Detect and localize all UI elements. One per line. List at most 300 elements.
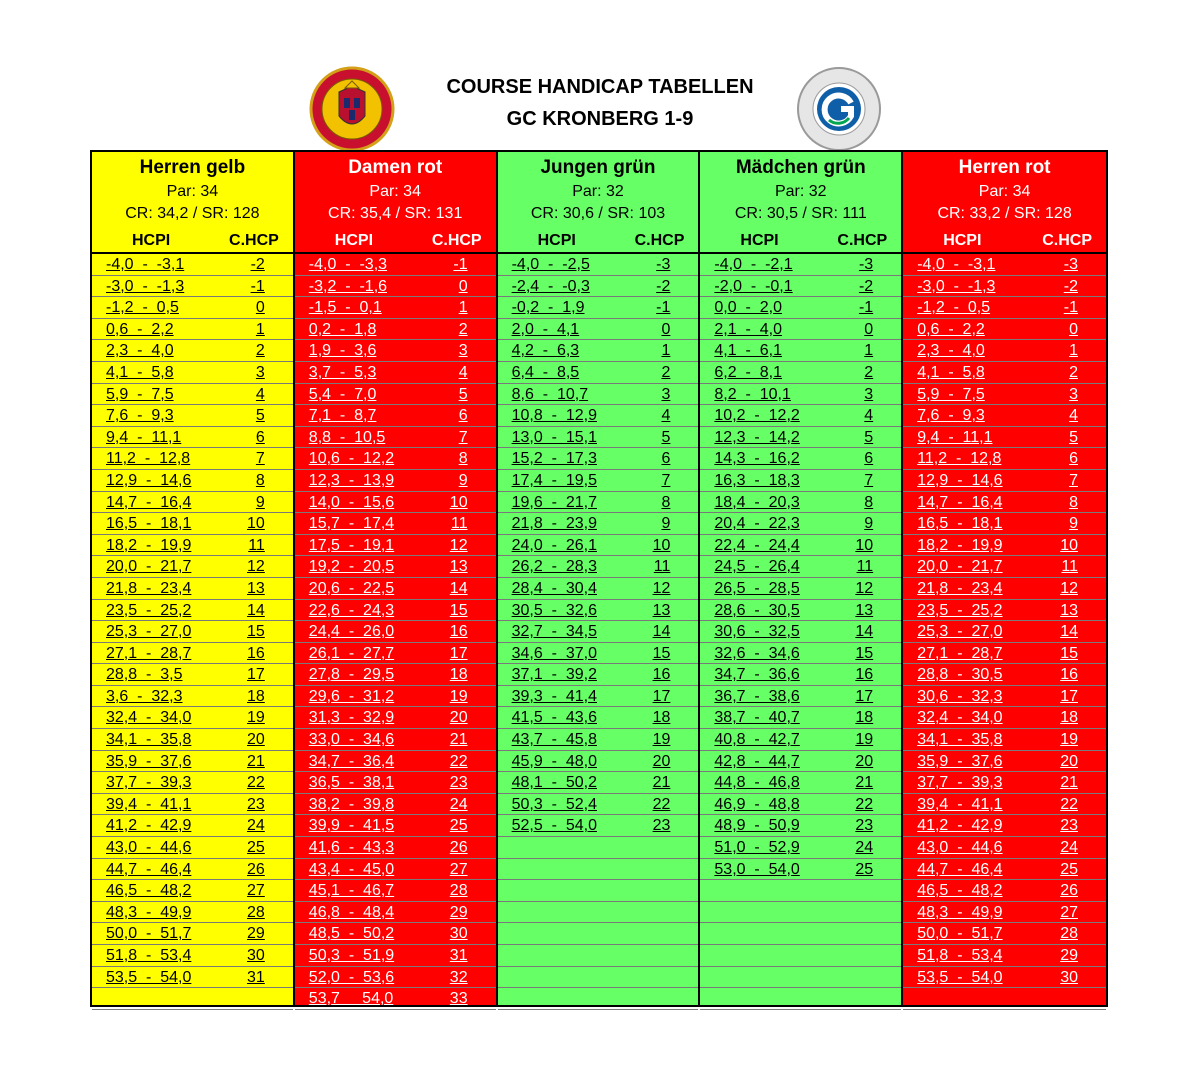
course-handicap-cell: 0: [458, 277, 468, 295]
table-row: [92, 276, 293, 298]
table-row: [92, 729, 293, 751]
hcpi-range-cell: 30,6 - 32,3: [917, 687, 1003, 705]
hcpi-range-cell: 20,0 - 21,7: [106, 558, 192, 576]
hcpi-range-cell: 6,2 - 8,1: [714, 363, 782, 381]
table-row: [295, 405, 496, 427]
course-handicap-cell: 7: [255, 450, 265, 468]
hcpi-range-cell: 52,0 - 53,6: [308, 968, 395, 986]
course-handicap-cell: 8: [1069, 493, 1078, 511]
hcpi-range-cell: 48,1 - 50,2: [511, 774, 597, 792]
course-handicap-cell: 30: [449, 925, 468, 943]
hcpi-range-cell: 37,1 - 39,2: [511, 666, 597, 684]
course-handicap-cell: 33: [449, 990, 468, 1008]
hcpi-range-cell: 16,5 - 18,1: [106, 515, 192, 533]
course-handicap-cell: 5: [864, 428, 874, 446]
course-handicap-cell: 21: [1060, 774, 1078, 792]
course-handicap-cell: 1: [864, 342, 874, 360]
course-handicap-cell: 4: [661, 407, 671, 425]
course-handicap-cell: 14: [449, 579, 468, 597]
course-handicap-cell: 15: [855, 644, 874, 662]
table-row: [700, 686, 901, 708]
table-row: [903, 384, 1106, 406]
column-par: Par: 34: [369, 183, 421, 200]
hcpi-range-cell: 50,0 - 51,7: [917, 925, 1003, 943]
table-row: [903, 340, 1106, 362]
table-row: [903, 556, 1106, 578]
course-handicap-cell: 32: [449, 968, 468, 986]
hcpi-range-cell: 7,6 - 9,3: [917, 407, 985, 425]
table-row: [700, 384, 901, 406]
table-row: [903, 535, 1106, 557]
table-row: [700, 319, 901, 341]
hcpi-range-cell: 50,3 - 51,9: [308, 947, 395, 964]
course-handicap-cell: 19: [652, 731, 671, 749]
table-row: [295, 470, 496, 492]
table-row: [903, 815, 1106, 837]
course-handicap-cell: 6: [458, 407, 468, 425]
course-handicap-cell: 0: [661, 320, 671, 338]
course-handicap-cell: 10: [1060, 536, 1078, 554]
hcpi-range-cell: 36,7 - 38,6: [714, 687, 800, 705]
course-handicap-cell: 5: [1069, 428, 1078, 446]
course-handicap-cell: 23: [247, 795, 265, 813]
course-handicap-cell: 7: [458, 428, 468, 446]
table-row: [903, 945, 1106, 967]
hcpi-range-cell: 39,9 - 41,5: [308, 817, 395, 835]
table-row: [92, 967, 293, 989]
course-handicap-cell: 26: [449, 839, 468, 857]
course-handicap-cell: 16: [652, 666, 671, 684]
table-row: [295, 772, 496, 794]
course-handicap-cell: 13: [652, 601, 671, 619]
course-handicap-cell: 18: [1060, 709, 1078, 727]
chcp-label: C.HCP: [634, 232, 685, 249]
course-handicap-cell: 10: [247, 515, 265, 533]
hcpi-range-cell: 7,1 - 8,7: [308, 407, 377, 425]
course-handicap-cell: 9: [864, 515, 874, 533]
course-handicap-cell: 5: [255, 407, 265, 425]
table-row: [700, 276, 901, 298]
table-row: [92, 621, 293, 643]
hcpi-range-cell: -3,2 - -1,6: [308, 277, 388, 295]
course-handicap-cell: 3: [661, 385, 671, 403]
table-row: [295, 794, 496, 816]
table-row: [92, 384, 293, 406]
table-row: [498, 319, 699, 341]
table-row: [498, 988, 699, 1010]
course-handicap-cell: 17: [449, 644, 468, 662]
table-row: [92, 297, 293, 319]
course-handicap-cell: 9: [661, 515, 671, 533]
course-handicap-cell: 15: [247, 623, 265, 641]
course-handicap-cell: 19: [247, 709, 265, 727]
course-handicap-cell: 6: [661, 450, 671, 468]
course-handicap-cell: 9: [458, 471, 468, 489]
course-handicap-cell: 20: [247, 731, 265, 749]
table-row: [903, 686, 1106, 708]
hcpi-range-cell: 26,5 - 28,5: [714, 579, 800, 597]
table-row: [700, 362, 901, 384]
hcpi-range-cell: 14,7 - 16,4: [106, 493, 192, 511]
course-handicap-cell: 7: [1069, 471, 1078, 489]
hcpi-range-cell: 18,2 - 19,9: [917, 536, 1003, 554]
hcpi-range-cell: 19,2 - 20,5: [308, 558, 395, 576]
hcpi-label: HCPI: [132, 232, 171, 249]
course-handicap-cell: 21: [247, 752, 265, 770]
table-row: [498, 664, 699, 686]
hcpi-range-cell: 8,2 - 10,1: [714, 385, 791, 403]
hcpi-range-cell: 52,5 - 54,0: [511, 817, 597, 835]
table-row: [295, 254, 496, 276]
course-handicap-cell: 25: [855, 860, 874, 878]
course-handicap-cell: -1: [656, 299, 671, 317]
hcpi-label: HCPI: [740, 232, 779, 249]
course-handicap-cell: -1: [858, 299, 874, 317]
hcpi-range-cell: 13,0 - 15,1: [511, 428, 597, 446]
page-title: COURSE HANDICAP TABELLEN: [446, 76, 754, 98]
course-handicap-cell: 12: [855, 579, 874, 597]
column-cr-sr: CR: 35,4 / SR: 131: [328, 205, 463, 222]
hcpi-range-cell: 41,5 - 43,6: [511, 709, 597, 727]
course-handicap-cell: 11: [248, 536, 265, 554]
table-row: [295, 556, 496, 578]
course-handicap-cell: 6: [1069, 450, 1078, 468]
table-row: [295, 297, 496, 319]
course-handicap-cell: 4: [255, 385, 265, 403]
course-handicap-cell: 10: [449, 493, 468, 511]
course-handicap-cell: 1: [661, 342, 671, 360]
hcpi-range-cell: 46,8 - 48,4: [308, 903, 395, 921]
hcpi-range-cell: 51,0 - 52,9: [714, 839, 800, 857]
table-row: [92, 448, 293, 470]
table-row: [92, 535, 293, 557]
hcpi-range-cell: 42,8 - 44,7: [714, 752, 800, 770]
course-handicap-cell: 23: [855, 817, 874, 835]
hcpi-range-cell: 34,6 - 37,0: [511, 644, 597, 662]
table-row: [498, 902, 699, 924]
table-row: [903, 448, 1106, 470]
hcpi-range-cell: 21,8 - 23,4: [917, 579, 1003, 597]
course-handicap-cell: -2: [858, 277, 874, 295]
table-row: [295, 427, 496, 449]
column-name: Herren gelb: [139, 157, 246, 178]
hcpi-range-cell: 43,0 - 44,6: [917, 839, 1003, 857]
course-handicap-cell: 20: [449, 709, 468, 727]
course-handicap-cell: 3: [255, 363, 265, 381]
table-row: [498, 945, 699, 967]
table-row: [700, 772, 901, 794]
table-row: [498, 880, 699, 902]
course-handicap-cell: 10: [855, 536, 874, 554]
course-handicap-cell: 20: [652, 752, 671, 770]
hcpi-range-cell: 7,6 - 9,3: [106, 407, 174, 425]
course-handicap-cell: 0: [864, 320, 874, 338]
table-row: [498, 600, 699, 622]
hcpi-range-cell: 25,3 - 27,0: [917, 623, 1003, 641]
course-handicap-cell: 6: [255, 428, 265, 446]
course-handicap-cell: 29: [247, 925, 265, 943]
column-cr-sr: CR: 33,2 / SR: 128: [937, 205, 1072, 222]
table-row: [903, 513, 1106, 535]
table-row: [903, 988, 1106, 1010]
table-row: [92, 405, 293, 427]
hcpi-range-cell: 29,6 - 31,2: [308, 687, 395, 705]
hcpi-range-cell: 10,8 - 12,9: [511, 407, 597, 425]
hcpi-range-cell: 34,7 - 36,4: [308, 752, 395, 770]
table-row: [92, 362, 293, 384]
column-header: [92, 152, 293, 254]
course-handicap-cell: -1: [250, 277, 265, 295]
column-par: Par: 34: [978, 183, 1031, 200]
course-handicap-cell: 2: [661, 363, 671, 381]
hcpi-range-cell: -4,0 - -2,5: [511, 256, 590, 273]
course-handicap-cell: 18: [449, 666, 468, 684]
table-row: [700, 859, 901, 881]
table-row: [903, 794, 1106, 816]
course-handicap-cell: -3: [858, 256, 874, 273]
table-row: [903, 707, 1106, 729]
table-row: [700, 707, 901, 729]
table-row: [903, 729, 1106, 751]
hcpi-range-cell: 48,3 - 49,9: [106, 903, 192, 921]
hcpi-range-cell: -4,0 - -3,3: [308, 256, 388, 273]
course-handicap-cell: 11: [1061, 558, 1078, 576]
column-cr-sr: CR: 30,6 / SR: 103: [530, 205, 666, 222]
table-row: [498, 556, 699, 578]
table-column: [92, 152, 295, 1005]
table-row: [92, 340, 293, 362]
hcpi-range-cell: 38,2 - 39,8: [308, 795, 395, 813]
table-row: [903, 470, 1106, 492]
table-row: [295, 492, 496, 514]
hcpi-range-cell: 31,3 - 32,9: [308, 709, 395, 727]
hcpi-range-cell: 37,7 - 39,3: [106, 774, 192, 792]
hcpi-range-cell: 28,6 - 30,5: [714, 601, 800, 619]
table-row: [700, 621, 901, 643]
course-handicap-cell: 12: [247, 558, 265, 576]
course-handicap-cell: 3: [864, 385, 874, 403]
course-handicap-cell: 7: [661, 471, 671, 489]
hcpi-range-cell: 46,9 - 48,8: [714, 795, 800, 813]
table-row: [92, 427, 293, 449]
hcpi-range-cell: 12,9 - 14,6: [106, 471, 192, 489]
table-row: [903, 276, 1106, 298]
course-handicap-cell: 29: [1060, 947, 1078, 964]
table-row: [498, 621, 699, 643]
course-handicap-cell: 2: [255, 342, 265, 360]
course-handicap-cell: 11: [653, 558, 671, 576]
hcpi-range-cell: 23,5 - 25,2: [917, 601, 1003, 619]
table-row: [498, 837, 699, 859]
course-handicap-cell: 21: [855, 774, 874, 792]
course-handicap-cell: 20: [1060, 752, 1078, 770]
table-row: [700, 427, 901, 449]
table-row: [498, 535, 699, 557]
table-row: [295, 967, 496, 989]
table-row: [498, 492, 699, 514]
course-handicap-cell: 10: [652, 536, 671, 554]
table-row: [92, 794, 293, 816]
table-row: [295, 643, 496, 665]
hcpi-range-cell: 5,4 - 7,0: [308, 385, 377, 403]
hcpi-range-cell: 32,6 - 34,6: [714, 644, 800, 662]
hcpi-range-cell: 0,2 - 1,8: [308, 320, 377, 338]
hcpi-range-cell: 37,7 - 39,3: [917, 774, 1003, 792]
hcpi-range-cell: 32,4 - 34,0: [917, 709, 1003, 727]
table-row: [498, 448, 699, 470]
hcpi-range-cell: 39,4 - 41,1: [917, 795, 1003, 813]
table-row: [498, 427, 699, 449]
course-handicap-cell: 3: [1069, 385, 1078, 403]
hcpi-range-cell: 30,5 - 32,6: [511, 601, 597, 619]
hcpi-range-cell: 2,1 - 4,0: [714, 320, 782, 338]
hcpi-range-cell: 1,9 - 3,6: [308, 342, 377, 360]
hcpi-range-cell: 27,1 - 28,7: [917, 644, 1003, 662]
course-handicap-cell: 18: [855, 709, 874, 727]
hcpi-range-cell: 43,7 - 45,8: [511, 731, 597, 749]
course-handicap-cell: 28: [449, 882, 468, 900]
hcpi-range-cell: 43,0 - 44,6: [106, 839, 192, 857]
course-handicap-cell: 12: [1060, 579, 1078, 597]
hcpi-range-cell: 48,3 - 49,9: [917, 903, 1003, 921]
column-name: Herren rot: [958, 157, 1051, 178]
table-row: [903, 967, 1106, 989]
hcpi-range-cell: -3,0 - -1,3: [106, 277, 185, 295]
course-handicap-cell: 7: [864, 471, 874, 489]
hcpi-range-cell: 41,2 - 42,9: [917, 817, 1003, 835]
table-row: [700, 923, 901, 945]
table-row: [92, 556, 293, 578]
table-row: [700, 600, 901, 622]
table-row: [295, 535, 496, 557]
course-handicap-cell: 11: [856, 558, 874, 576]
table-row: [700, 254, 901, 276]
chcp-label: C.HCP: [837, 232, 888, 249]
course-handicap-cell: 17: [247, 666, 265, 684]
hcpi-range-cell: 9,4 - 11,1: [917, 428, 993, 446]
table-row: [700, 470, 901, 492]
hcpi-range-cell: 38,7 - 40,7: [714, 709, 800, 727]
course-handicap-cell: 16: [247, 644, 265, 662]
table-row: [295, 578, 496, 600]
table-row: [700, 643, 901, 665]
course-handicap-cell: 19: [449, 687, 468, 705]
course-handicap-cell: 14: [652, 623, 671, 641]
table-row: [700, 945, 901, 967]
hcpi-range-cell: 15,2 - 17,3: [511, 450, 597, 468]
hcpi-range-cell: 34,1 - 35,8: [917, 731, 1003, 749]
hcpi-range-cell: 0,0 - 2,0: [714, 299, 782, 317]
table-row: [92, 664, 293, 686]
table-row: [700, 535, 901, 557]
table-row: [498, 707, 699, 729]
course-handicap-cell: -2: [1063, 277, 1078, 295]
course-handicap-cell: 26: [1060, 882, 1078, 900]
hcpi-range-cell: 35,9 - 37,6: [106, 752, 192, 770]
hcpi-range-cell: 4,1 - 6,1: [714, 342, 782, 360]
hcpi-range-cell: 22,6 - 24,3: [308, 601, 395, 619]
table-row: [295, 513, 496, 535]
hcpi-range-cell: 41,2 - 42,9: [106, 817, 192, 835]
column-par: Par: 34: [166, 183, 219, 200]
page-subtitle: GC KRONBERG 1-9: [506, 108, 694, 130]
table-row: [295, 945, 496, 967]
hcpi-range-cell: 0,6 - 2,2: [917, 320, 985, 338]
course-handicap-cell: 8: [255, 471, 265, 489]
table-row: [903, 837, 1106, 859]
course-handicap-cell: -1: [453, 256, 468, 273]
column-header: [700, 152, 901, 254]
course-handicap-cell: -1: [1063, 299, 1078, 317]
table-row: [295, 988, 496, 1010]
course-handicap-cell: 17: [855, 687, 874, 705]
hcpi-label: HCPI: [334, 232, 374, 249]
course-handicap-cell: 22: [247, 774, 265, 792]
course-handicap-cell: 25: [247, 839, 265, 857]
course-handicap-cell: 23: [449, 774, 468, 792]
table-row: [295, 621, 496, 643]
hcpi-range-cell: 45,1 - 46,7: [308, 882, 395, 900]
hcpi-range-cell: 40,8 - 42,7: [714, 731, 800, 749]
hcpi-range-cell: -1,2 - 0,5: [106, 299, 179, 317]
table-row: [92, 600, 293, 622]
hcpi-range-cell: -4,0 - -3,1: [917, 256, 996, 273]
course-handicap-cell: 14: [1060, 623, 1078, 641]
course-handicap-cell: 17: [652, 687, 671, 705]
table-row: [295, 707, 496, 729]
hcpi-range-cell: 32,7 - 34,5: [511, 623, 597, 641]
hcpi-range-cell: 0,6 - 2,2: [106, 320, 174, 338]
table-row: [700, 902, 901, 924]
course-handicap-cell: 13: [855, 601, 874, 619]
hcpi-range-cell: 21,8 - 23,4: [106, 579, 192, 597]
column-header: [903, 152, 1106, 254]
table-row: [903, 643, 1106, 665]
hcpi-range-cell: 36,5 - 38,1: [308, 774, 395, 792]
course-handicap-cell: 29: [449, 903, 468, 921]
handicap-table: [90, 150, 1108, 1007]
hcpi-range-cell: 5,9 - 7,5: [106, 385, 174, 403]
course-handicap-cell: 27: [247, 882, 265, 900]
hcpi-range-cell: -0,2 - 1,9: [511, 299, 585, 317]
hcpi-range-cell: 50,3 - 52,4: [511, 795, 597, 813]
hcpi-range-cell: 15,7 - 17,4: [308, 515, 395, 533]
table-row: [498, 470, 699, 492]
hcpi-range-cell: 4,1 - 5,8: [106, 363, 174, 381]
table-row: [903, 427, 1106, 449]
course-handicap-cell: 14: [855, 623, 874, 641]
table-row: [295, 600, 496, 622]
table-row: [700, 492, 901, 514]
hcpi-range-cell: -3,0 - -1,3: [917, 277, 996, 295]
table-row: [903, 902, 1106, 924]
course-handicap-cell: 2: [1069, 363, 1078, 381]
hcpi-range-cell: 46,5 - 48,2: [917, 882, 1003, 900]
table-row: [92, 686, 293, 708]
course-handicap-cell: -3: [1063, 256, 1078, 273]
course-handicap-cell: 5: [661, 428, 671, 446]
table-row: [700, 297, 901, 319]
table-row: [295, 686, 496, 708]
chcp-label: C.HCP: [1042, 232, 1092, 249]
table-row: [92, 319, 293, 341]
course-handicap-cell: 16: [1060, 666, 1078, 684]
hcpi-range-cell: 10,6 - 12,2: [308, 450, 395, 468]
hcpi-range-cell: 39,4 - 41,1: [106, 795, 192, 813]
hcpi-range-cell: 53,7 54,0: [308, 990, 394, 1008]
course-handicap-cell: 5: [458, 385, 468, 403]
hcpi-range-cell: 6,4 - 8,5: [511, 363, 580, 381]
